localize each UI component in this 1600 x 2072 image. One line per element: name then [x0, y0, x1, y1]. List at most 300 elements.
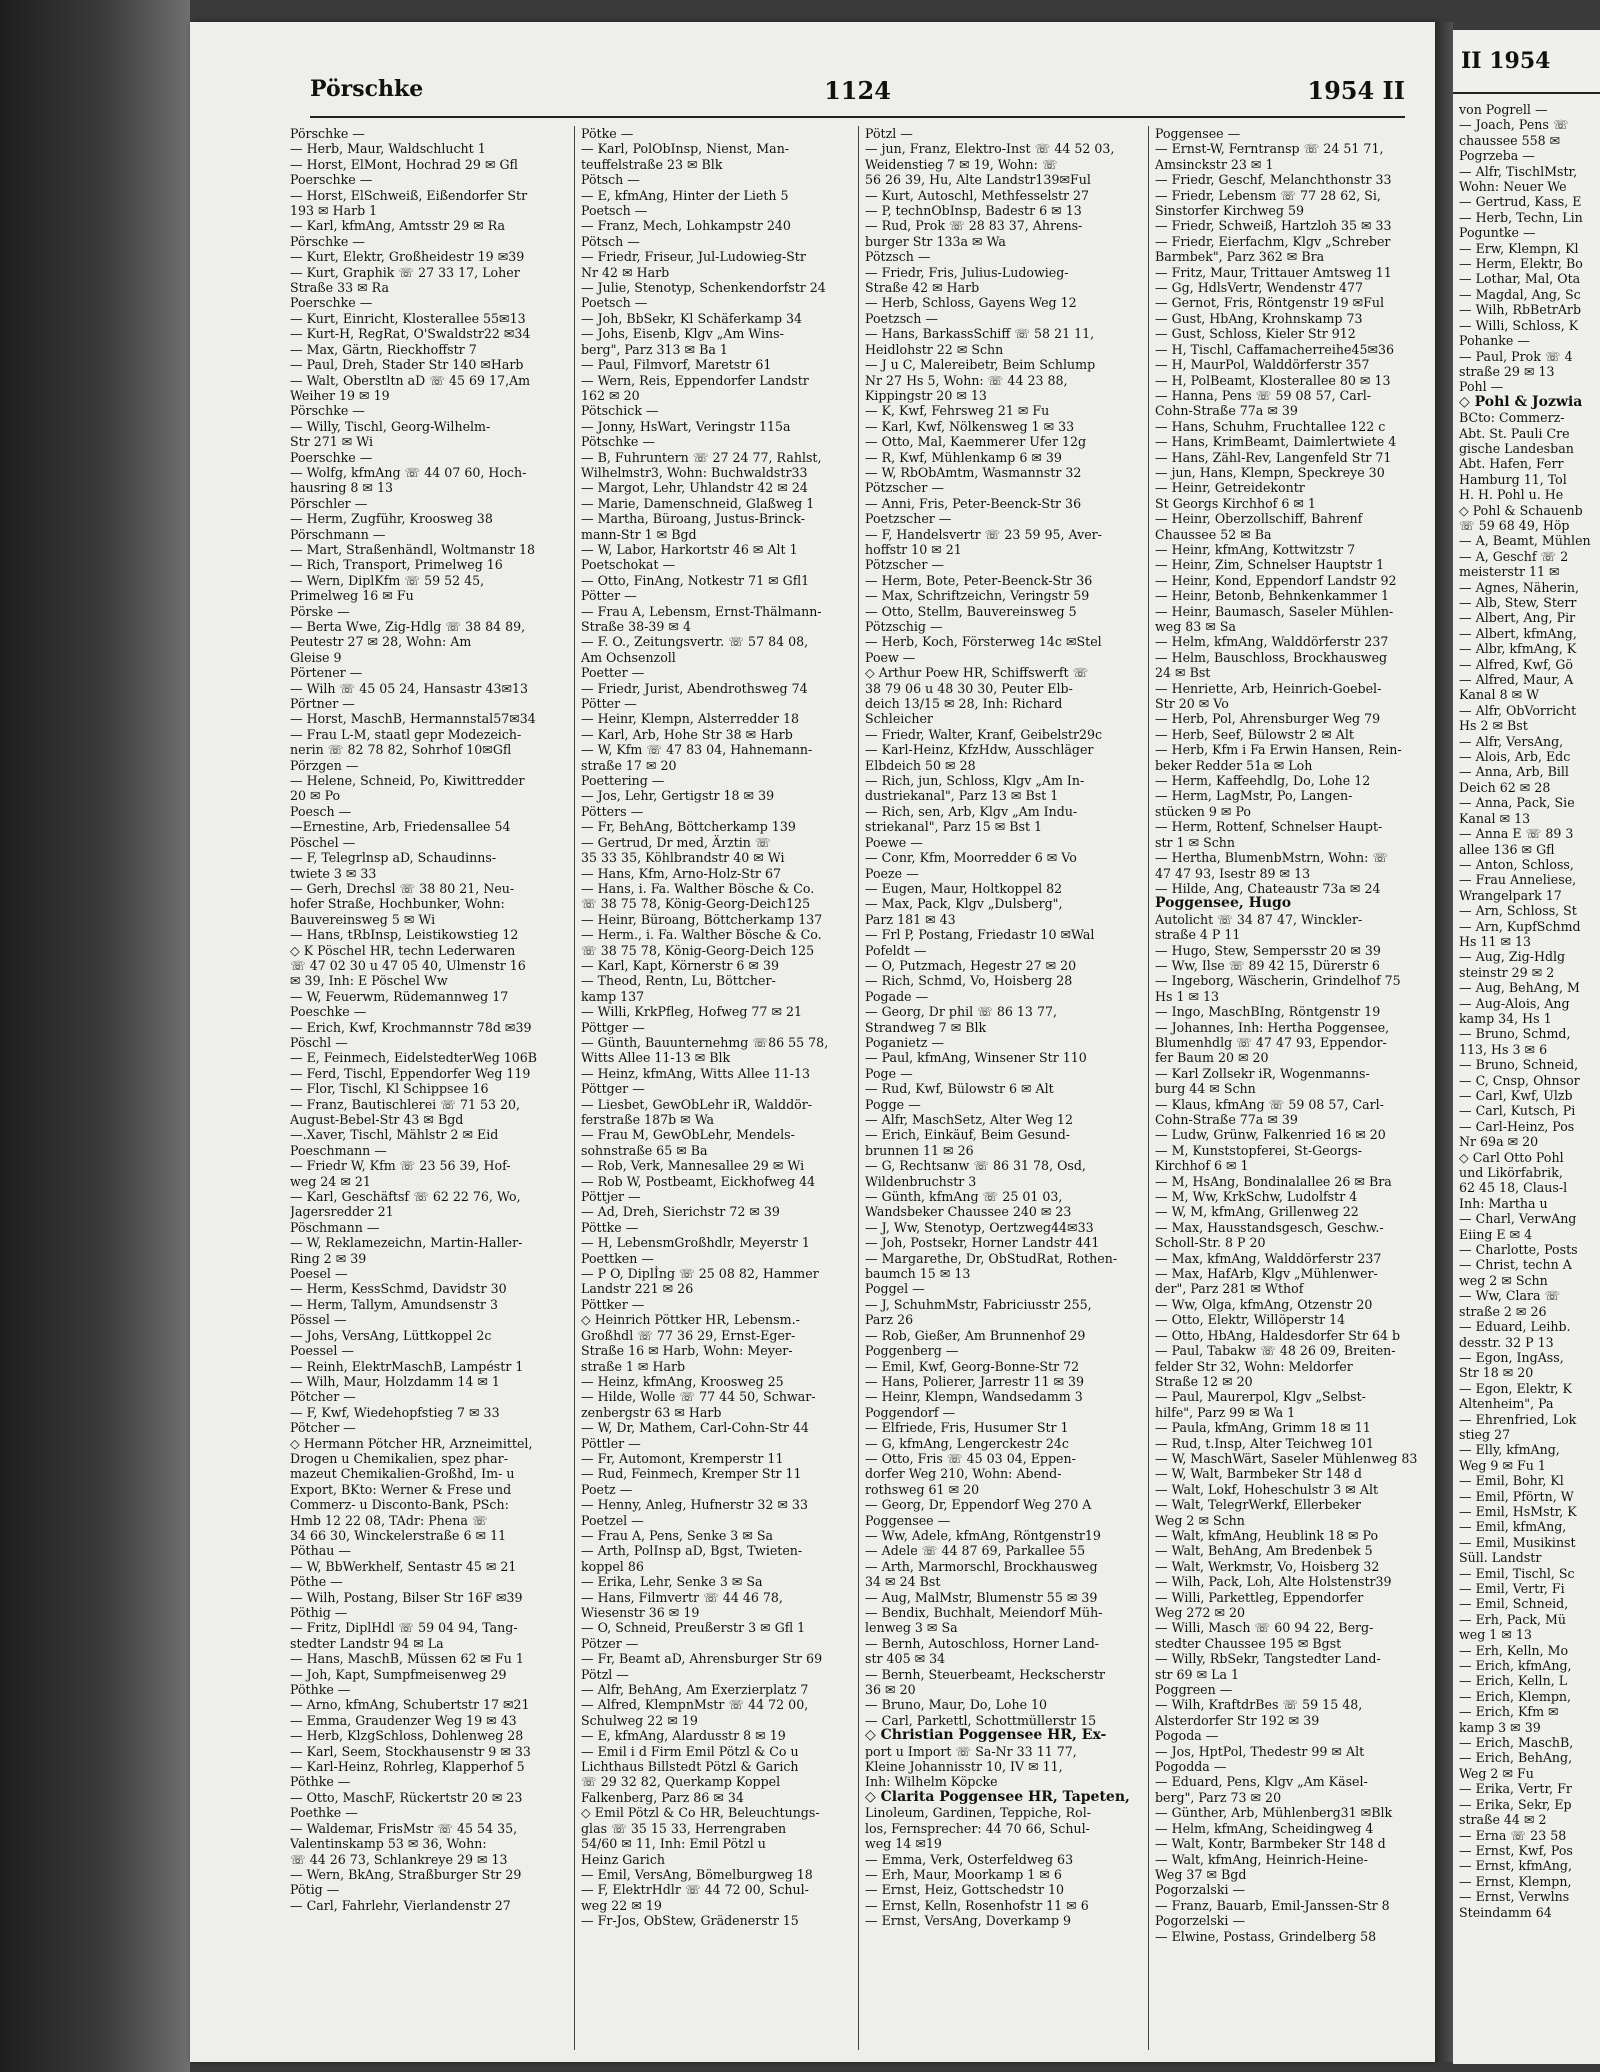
directory-entry-line: — Walt, BehAng, Am Bredenbek 5: [1155, 1543, 1373, 1559]
directory-entry-line: — Gerh, Drechsl ☏ 38 80 21, Neu-: [290, 880, 515, 896]
directory-entry-line: Linoleum, Gardinen, Teppiche, Rol-: [865, 1805, 1091, 1821]
directory-entry-line: — Walt, Oberstltn aD ☏ 45 69 17,Am: [290, 372, 531, 388]
directory-entry-line: Schleicher: [865, 711, 933, 727]
directory-entry-line: — A, Geschf ☏ 2: [1459, 548, 1569, 564]
directory-entry-line: — H, LebensmGroßhdlr, Meyerstr 1: [581, 1235, 810, 1251]
directory-entry-line: — Hans, Zähl-Rev, Langenfeld Str 71: [1155, 449, 1392, 465]
directory-entry-line: Poggensee —: [1155, 126, 1241, 141]
directory-entry-line: — Ingeborg, Wäscherin, Grindelhof 75: [1155, 973, 1401, 989]
directory-entry-line: — Paul, Filmvorf, Maretstr 61: [581, 357, 772, 373]
directory-entry-line: ☏ 29 32 82, Querkamp Koppel: [581, 1774, 781, 1790]
directory-entry-line: Süll. Landstr: [1459, 1550, 1542, 1566]
directory-entry-line: — Alfr, BehAng, Am Exerzierplatz 7: [581, 1682, 809, 1698]
directory-entry-line: striekanal", Parz 15 ✉ Bst 1: [865, 819, 1043, 835]
directory-entry-line: — Joh, Kapt, Sumpfmeisenweg 29: [290, 1666, 507, 1682]
directory-entry-line: — Heinr, Büroang, Böttcherkamp 137: [581, 911, 823, 927]
directory-entry-line: — Herb, KlzgSchloss, Dohlenweg 28: [290, 1728, 524, 1744]
directory-entry-line: — jun, Franz, Elektro-Inst ☏ 44 52 03,: [865, 141, 1115, 157]
directory-entry-line: — Hertha, BlumenbMstrn, Wohn: ☏: [1155, 850, 1389, 866]
directory-entry-line: Pöthke —: [290, 1682, 351, 1698]
directory-entry-line: Pogge —: [865, 1096, 921, 1112]
directory-entry-line: — Wern, Reis, Eppendorfer Landstr: [581, 372, 809, 388]
directory-entry-line: — Eduard, Pens, Klgv „Am Käsel-: [1155, 1774, 1368, 1790]
directory-entry-line: Pöthig —: [290, 1605, 348, 1620]
directory-entry-line: — Aug-Alois, Ang: [1459, 995, 1570, 1011]
directory-entry-line: — Wilh, Postang, Bilser Str 16F ✉39: [290, 1589, 523, 1605]
directory-entry-line: Parz 181 ✉ 43: [865, 911, 956, 927]
directory-entry-line: ✉ 39, Inh: E Pöschel Ww: [290, 973, 448, 989]
directory-entry-line: Hmb 12 22 08, TAdr: Phena ☏: [290, 1512, 488, 1528]
directory-entry-line: ◇ Carl Otto Pohl: [1459, 1149, 1564, 1165]
directory-entry-line: — Ferd, Tischl, Eppendorfer Weg 119: [290, 1065, 531, 1081]
directory-entry-line: — Anna, Pack, Sie: [1459, 795, 1575, 811]
directory-entry-line: — Rud, Prok ☏ 28 83 37, Ahrens-: [865, 218, 1083, 234]
directory-entry-line: Str 271 ✉ Wi: [290, 434, 374, 450]
directory-entry-line: allee 136 ✉ Gfl: [1459, 841, 1555, 857]
directory-entry-line: Abt. St. Pauli Cre: [1459, 425, 1570, 441]
directory-entry-line: — Alfr, VersAng,: [1459, 733, 1564, 749]
directory-entry-line: — Wilh ☏ 45 05 24, Hansastr 43✉13: [290, 680, 529, 696]
directory-entry-line: — Walt, Lokf, Hoheschulstr 3 ✉ Alt: [1155, 1481, 1379, 1497]
directory-entry-line: — Horst, MaschB, Hermannstal57✉34: [290, 711, 536, 727]
directory-entry-line: Pörschke —: [290, 126, 365, 141]
directory-entry-line: — Max, kfmAng, Walddörferstr 237: [1155, 1250, 1382, 1266]
directory-entry-line: — Gust, HbAng, Krohnskamp 73: [1155, 310, 1363, 326]
directory-entry-line: — Erna ☏ 23 58: [1459, 1827, 1567, 1843]
directory-entry-line: Pogade —: [865, 988, 929, 1004]
directory-entry-line: — Martha, Büroang, Justus-Brinck-: [581, 511, 806, 527]
directory-entry-line: baumch 15 ✉ 13: [865, 1266, 971, 1282]
directory-entry-line: — Albert, kfmAng,: [1459, 625, 1577, 641]
directory-entry-line: — Erich, Kfm ✉: [1459, 1704, 1559, 1720]
directory-entry-line: von Pogrell —: [1459, 102, 1548, 117]
directory-entry-line: desstr. 32 P 13: [1459, 1334, 1554, 1350]
directory-entry-line: — Kurt, Einricht, Klosterallee 55✉13: [290, 310, 526, 326]
directory-entry-line: — Paul, Maurerpol, Klgv „Selbst-: [1155, 1389, 1366, 1405]
directory-entry-line: 24 ✉ Bst: [1155, 665, 1211, 681]
directory-entry-line: — Carl, Parkettl, Schottmüllerstr 15: [865, 1712, 1097, 1728]
directory-entry-line: weg 14 ✉19: [865, 1836, 942, 1852]
directory-entry-line: ◇ Pohl & Jozwia: [1459, 394, 1583, 410]
directory-entry-line: — Paul, Tabakw ☏ 48 26 09, Breiten-: [1155, 1343, 1396, 1359]
directory-entry-line: berg", Parz 73 ✉ 20: [1155, 1789, 1282, 1805]
directory-entry-line: Pöttke —: [581, 1219, 639, 1235]
directory-entry-line: burg 44 ✉ Schn: [1155, 1081, 1256, 1097]
directory-entry-line: — Joach, Pens ☏: [1459, 117, 1569, 133]
directory-entry-line: Amsinckstr 23 ✉ 1: [1155, 156, 1274, 172]
directory-entry-line: — Wilh, KraftdrBes ☏ 59 15 48,: [1155, 1697, 1363, 1713]
directory-entry-line: Pötzsch —: [865, 249, 931, 265]
directory-entry-line: — Magdal, Ang, Sc: [1459, 286, 1581, 302]
directory-entry-line: — Herm, Rottenf, Schnelser Haupt-: [1155, 819, 1383, 835]
directory-entry-line: los, Fernsprecher: 44 70 66, Schul-: [865, 1820, 1090, 1836]
directory-entry-line: — Charl, VerwAng: [1459, 1211, 1577, 1227]
directory-entry-line: Hamburg 11, Tol: [1459, 471, 1567, 487]
directory-entry-line: straße 4 P 11: [1155, 927, 1241, 943]
directory-entry-line: — Alfr, MaschSetz, Alter Weg 12: [865, 1112, 1073, 1127]
directory-entry-line: ☏ 38 75 78, König-Georg-Deich 125: [581, 942, 815, 958]
directory-entry-line: Bauvereinsweg 5 ✉ Wi: [290, 911, 436, 927]
directory-entry-line: meisterstr 11 ✉: [1459, 564, 1560, 580]
directory-entry-line: Pörschke —: [290, 403, 365, 419]
directory-entry-line: Lichthaus Billstedt Pötzl & Garich: [581, 1759, 799, 1775]
directory-entry-line: Parz 26: [865, 1312, 914, 1328]
directory-entry-line: — Carl, Fahrlehr, Vierlandenstr 27: [290, 1897, 511, 1913]
directory-entry-line: — Karl, Seem, Stockhausenstr 9 ✉ 33: [290, 1743, 531, 1759]
directory-entry-line: 36 ✉ 20: [865, 1682, 916, 1698]
directory-entry-line: ◇ Emil Pötzl & Co HR, Beleuchtungs-: [581, 1805, 820, 1821]
directory-entry-line: — Friedr, Geschf, Melanchthonstr 33: [1155, 172, 1392, 188]
directory-entry-line: — Walt, TelegrWerkf, Ellerbeker: [1155, 1497, 1362, 1513]
directory-entry-line: Chaussee 52 ✉ Ba: [1155, 526, 1272, 542]
directory-entry-line: — Frau M, GewObLehr, Mendels-: [581, 1127, 795, 1143]
directory-entry-line: — Gertrud, Kass, E: [1459, 194, 1582, 210]
directory-entry-line: — Rich, sen, Arb, Klgv „Am Indu-: [865, 803, 1078, 819]
directory-entry-line: ◇ Heinrich Pöttker HR, Lebensm.-: [581, 1312, 800, 1328]
directory-entry-line: — Jos, HptPol, Thedestr 99 ✉ Alt: [1155, 1743, 1365, 1759]
directory-entry-line: — Herm, Zugführ, Kroosweg 38: [290, 511, 493, 527]
directory-entry-line: — Agnes, Näherin,: [1459, 579, 1580, 595]
directory-entry-line: — Willi, Masch ☏ 60 94 22, Berg-: [1155, 1620, 1374, 1636]
directory-entry-line: Schulweg 22 ✉ 19: [581, 1712, 698, 1728]
directory-entry-line: — Fr, Automont, Kremperstr 11: [581, 1450, 784, 1466]
directory-entry-line: — F. O., Zeitungsvertr. ☏ 57 84 08,: [581, 634, 809, 650]
directory-entry-line: Pöthau —: [290, 1543, 351, 1559]
directory-entry-line: Pötcher —: [290, 1420, 356, 1436]
directory-entry-line: — Ernst-W, Ferntransp ☏ 24 51 71,: [1155, 141, 1384, 157]
directory-entry-line: Poettering —: [581, 773, 665, 789]
directory-entry-line: Wandsbeker Chaussee 240 ✉ 23: [865, 1204, 1072, 1220]
directory-entry-line: — W, BbWerkhelf, Sentastr 45 ✉ 21: [290, 1558, 517, 1574]
directory-entry-line: Poggenberg —: [865, 1343, 959, 1359]
directory-entry-line: Kleine Johannisstr 10, IV ✉ 11,: [865, 1759, 1063, 1775]
directory-entry-line: Landstr 221 ✉ 26: [581, 1281, 694, 1297]
directory-entry-line: Jagersredder 21: [290, 1204, 394, 1220]
directory-entry-line: — Rich, Transport, Primelweg 16: [290, 557, 503, 573]
directory-entry-line: 62 45 18, Claus-l: [1459, 1180, 1568, 1196]
directory-entry-line: Pötsch —: [581, 233, 640, 249]
directory-entry-line: — Friedr W, Kfm ☏ 23 56 39, Hof-: [290, 1158, 511, 1174]
directory-entry-line: — Albr, kfmAng, K: [1459, 641, 1577, 657]
directory-entry-line: — Hans, Kfm, Arno-Holz-Str 67: [581, 865, 781, 881]
directory-entry-line: Poetschokat —: [581, 557, 676, 573]
directory-entry-line: — W, Feuerwm, Rüdemannweg 17: [290, 988, 509, 1004]
directory-entry-line: straße 29 ✉ 13: [1459, 363, 1555, 379]
directory-entry-line: — Kurt, Elektr, Großheidestr 19 ✉39: [290, 249, 525, 265]
directory-entry-line: — Karl Zollsekr iR, Wogenmanns-: [1155, 1065, 1370, 1081]
directory-entry-line: — W, Labor, Harkortstr 46 ✉ Alt 1: [581, 541, 798, 557]
directory-entry-line: — Theod, Rentn, Lu, Böttcher-: [581, 973, 776, 989]
directory-entry-line: Scholl-Str. 8 P 20: [1155, 1235, 1266, 1251]
directory-entry-line: Poerschke —: [290, 295, 373, 311]
directory-entry-line: — Anna E ☏ 89 3: [1459, 826, 1574, 842]
directory-entry-line: chaussee 558 ✉: [1459, 132, 1561, 148]
directory-entry-line: — Karl, Kapt, Körnerstr 6 ✉ 39: [581, 957, 780, 973]
directory-entry-line: stücken 9 ✉ Po: [1155, 803, 1252, 819]
directory-entry-line: 193 ✉ Harb 1: [290, 203, 378, 219]
directory-entry-line: Ring 2 ✉ 39: [290, 1250, 367, 1266]
directory-entry-line: — Herm, LagMstr, Po, Langen-: [1155, 788, 1353, 804]
directory-entry-line: weg 1 ✉ 13: [1459, 1627, 1532, 1643]
directory-entry-line: Deich 62 ✉ 28: [1459, 779, 1551, 795]
directory-entry-line: — Herb, Koch, Försterweg 14c ✉Stel: [865, 634, 1102, 650]
directory-entry-line: — Max, Pack, Klgv „Dulsberg",: [865, 896, 1063, 912]
directory-entry-line: H. H. Pohl u. He: [1459, 487, 1564, 503]
directory-entry-line: 56 26 39, Hu, Alte Landstr139✉Ful: [865, 172, 1091, 188]
directory-entry-line: — Erw, Klempn, Kl: [1459, 240, 1579, 256]
directory-entry-line: Kippingstr 20 ✉ 13: [865, 387, 987, 403]
directory-entry-line: Falkenberg, Parz 86 ✉ 34: [581, 1789, 744, 1805]
directory-entry-line: Altenheim", Pa: [1459, 1396, 1554, 1412]
directory-entry-line: — Ernst, Kwf, Pos: [1459, 1842, 1573, 1858]
directory-entry-line: Kanal ✉ 13: [1459, 810, 1531, 826]
directory-entry-line: — Arth, Marmorschl, Brockhausweg: [865, 1558, 1098, 1574]
directory-entry-line: ☏ 38 75 78, König-Georg-Deich125: [581, 896, 811, 912]
directory-entry-line: Weg 2 ✉ Fu: [1459, 1765, 1534, 1781]
directory-entry-line: — Kurt-H, RegRat, O'Swaldstr22 ✉34: [290, 326, 531, 342]
directory-entry-line: — Frau L-M, staatl gepr Modezeich-: [290, 726, 522, 742]
directory-entry-line: — Erh, Maur, Moorkamp 1 ✉ 6: [865, 1866, 1062, 1882]
directory-entry-line: — Margot, Lehr, Uhlandstr 42 ✉ 24: [581, 480, 808, 496]
directory-entry-line: Poessel —: [290, 1343, 355, 1359]
directory-entry-line: Poggensee —: [865, 1512, 951, 1528]
directory-entry-line: — H, MaurPol, Walddörferstr 357: [1155, 357, 1370, 373]
directory-entry-line: Weg 272 ✉ 20: [1155, 1605, 1246, 1620]
directory-entry-line: Wildenbruchstr 3: [865, 1173, 977, 1189]
directory-entry-line: — Herb, Kfm i Fa Erwin Hansen, Rein-: [1155, 742, 1402, 758]
directory-entry-line: — Eugen, Maur, Holtkoppel 82: [865, 880, 1063, 896]
directory-entry-line: — Paul, Dreh, Stader Str 140 ✉Harb: [290, 357, 524, 373]
directory-entry-line: — Ehrenfried, Lok: [1459, 1411, 1577, 1427]
directory-entry-line: — R, Kwf, Mühlenkamp 6 ✉ 39: [865, 449, 1062, 465]
directory-entry-line: — Herm, Elektr, Bo: [1459, 256, 1583, 272]
directory-entry-line: — Bruno, Schneid,: [1459, 1057, 1579, 1073]
directory-entry-line: — Otto, Stellm, Bauvereinsweg 5: [865, 603, 1077, 619]
directory-entry-line: Nr 27 Hs 5, Wohn: ☏ 44 23 88,: [865, 372, 1068, 388]
directory-entry-line: — Hans, Schuhm, Fruchtallee 122 c: [1155, 418, 1386, 434]
directory-entry-line: — Willy, Tischl, Georg-Wilhelm-: [290, 418, 491, 434]
directory-entry-line: Straße 42 ✉ Harb: [865, 280, 980, 296]
directory-entry-line: Witts Allee 11-13 ✉ Blk: [581, 1050, 731, 1066]
directory-entry-line: koppel 86: [581, 1558, 644, 1574]
directory-entry-line: Wiesenstr 36 ✉ 19: [581, 1605, 700, 1620]
directory-entry-line: — Heinr, Baumasch, Saseler Mühlen-: [1155, 603, 1394, 619]
directory-entry-line: 34 66 30, Winckelerstraße 6 ✉ 11: [290, 1527, 507, 1543]
directory-entry-line: — Karl, kfmAng, Amtsstr 29 ✉ Ra: [290, 218, 506, 234]
page-header: [310, 70, 1405, 118]
directory-entry-line: — Erich, Kwf, Krochmannstr 78d ✉39: [290, 1019, 532, 1035]
directory-entry-line: — Hans, Polierer, Jarrestr 11 ✉ 39: [865, 1373, 1085, 1389]
directory-entry-line: teuffelstraße 23 ✉ Blk: [581, 156, 723, 172]
directory-entry-line: Kanal 8 ✉ W: [1459, 687, 1540, 703]
directory-entry-line: Am Ochsenzoll: [581, 649, 676, 665]
directory-entry-line: kamp 3 ✉ 39: [1459, 1719, 1541, 1735]
directory-entry-line: — Herm, Bote, Peter-Beenck-Str 36: [865, 572, 1093, 588]
page-year: 1954 II: [1307, 76, 1405, 105]
directory-entry-line: — Gernot, Fris, Röntgenstr 19 ✉Ful: [1155, 295, 1385, 311]
directory-entry-line: — Willi, KrkPfleg, Hofweg 77 ✉ 21: [581, 1004, 803, 1020]
directory-entry-line: — Wern, DiplKfm ☏ 59 52 45,: [290, 572, 485, 588]
directory-entry-line: — Arth, PolInsp aD, Bgst, Twieten-: [581, 1543, 803, 1559]
directory-entry-line: Pörschler —: [290, 495, 368, 511]
directory-entry-line: Poeze —: [865, 865, 919, 881]
directory-entry-line: August-Bebel-Str 43 ✉ Bgd: [290, 1112, 464, 1127]
directory-entry-line: — Walt, kfmAng, Heinrich-Heine-: [1155, 1851, 1368, 1867]
directory-entry-line: — Heinr, kfmAng, Kottwitzstr 7: [1155, 541, 1356, 557]
directory-entry-line: der", Parz 281 ✉ Wthof: [1155, 1281, 1304, 1297]
directory-entry-line: Blumenhdlg ☏ 47 47 93, Eppendor-: [1155, 1034, 1387, 1050]
directory-entry-line: — Erich, Einkäuf, Beim Gesund-: [865, 1127, 1071, 1143]
directory-entry-line: — Günth, kfmAng ☏ 25 01 03,: [865, 1189, 1063, 1205]
directory-entry-line: Pötig —: [290, 1882, 340, 1898]
directory-entry-line: Pörschke —: [290, 233, 365, 249]
directory-entry-line: Pogorzalski —: [1155, 1882, 1246, 1898]
directory-entry-line: Poewe —: [865, 834, 923, 850]
directory-entry-line: mann-Str 1 ✉ Bgd: [581, 526, 697, 542]
directory-entry-line: — Egon, IngAss,: [1459, 1349, 1564, 1365]
directory-entry-line: 35 33 35, Köhlbrandstr 40 ✉ Wi: [581, 850, 785, 866]
directory-entry-line: — F, Kwf, Wiedehopfstieg 7 ✉ 33: [290, 1404, 500, 1420]
column-3: [858, 126, 1149, 2050]
directory-entry-line: — Rob, Gießer, Am Brunnenhof 29: [865, 1327, 1086, 1343]
directory-entry-line: Pogorzelski —: [1155, 1913, 1246, 1929]
directory-entry-line: — Willy, RbSekr, Tangstedter Land-: [1155, 1651, 1381, 1667]
directory-entry-line: — Erika, Vertr, Fr: [1459, 1781, 1572, 1797]
entry-columns: [290, 126, 1420, 2050]
directory-entry-line: — Mart, Straßenhändl, Woltmanstr 18: [290, 541, 535, 557]
directory-entry-line: — Ww, Adele, kfmAng, Röntgenstr19: [865, 1527, 1101, 1543]
directory-entry-line: — Ernst, Klempn,: [1459, 1873, 1572, 1889]
directory-entry-line: — B, Fuhruntern ☏ 27 24 77, Rahlst,: [581, 449, 822, 465]
directory-entry-line: ☏ 59 68 49, Höp: [1459, 517, 1570, 533]
facing-page-rule: [1453, 92, 1600, 94]
directory-entry-line: Wrangelpark 17: [1459, 887, 1562, 903]
directory-entry-line: Poeschmann —: [290, 1142, 387, 1158]
directory-entry-line: — Heinr, Oberzollschiff, Bahrenf: [1155, 511, 1363, 527]
directory-entry-line: BCto: Commerz-: [1459, 410, 1565, 426]
directory-entry-line: — Erich, Kelln, L: [1459, 1673, 1568, 1689]
directory-entry-line: — Ernst, Kelln, Rosenhofstr 11 ✉ 6: [865, 1897, 1089, 1913]
directory-entry-line: Poettken —: [581, 1250, 654, 1266]
directory-entry-line: — Max, Gärtn, Rieckhoffstr 7: [290, 341, 477, 357]
directory-entry-line: — Ingo, MaschBIng, Röntgenstr 19: [1155, 1004, 1381, 1020]
directory-entry-line: — Friedr, Jurist, Abendrothsweg 74: [581, 680, 808, 696]
directory-entry-line: — C, Cnsp, Ohnsor: [1459, 1072, 1580, 1088]
directory-entry-line: ◇ Pohl & Schauenb: [1459, 502, 1583, 518]
directory-entry-line: Pogoda —: [1155, 1728, 1219, 1744]
directory-entry-line: fer Baum 20 ✉ 20: [1155, 1050, 1269, 1066]
directory-entry-line: — Otto, HbAng, Haldesdorfer Str 64 b: [1155, 1327, 1401, 1343]
directory-entry-line: — Karl, PolObInsp, Nienst, Man-: [581, 141, 790, 157]
directory-entry-line: — Emma, Graudenzer Weg 19 ✉ 43: [290, 1712, 517, 1728]
directory-entry-line: Pötter —: [581, 588, 637, 604]
directory-entry-line: — Ernst, Verwlns: [1459, 1889, 1570, 1905]
directory-entry-line: — Hans, tRbInsp, Leistikowstieg 12: [290, 927, 519, 943]
directory-entry-line: — M, Kunststopferei, St-Georgs-: [1155, 1142, 1363, 1158]
directory-entry-line: dorfer Weg 210, Wohn: Abend-: [865, 1466, 1062, 1482]
directory-entry-line: — Hans, KrimBeamt, Daimlertwiete 4: [1155, 434, 1397, 450]
directory-entry-line: — Kurt, Autoschl, Methfesselstr 27: [865, 187, 1090, 203]
directory-entry-line: — Elly, kfmAng,: [1459, 1442, 1560, 1458]
directory-entry-line: — Heinr, Getreidekontr: [1155, 480, 1305, 496]
directory-entry-line: — H, PolBeamt, Klosterallee 80 ✉ 13: [1155, 372, 1391, 388]
directory-entry-line: — Friedr, Fris, Julius-Ludowieg-: [865, 264, 1069, 280]
directory-entry-line: Pötcher —: [290, 1389, 356, 1405]
directory-entry-line: Weg 9 ✉ Fu 1: [1459, 1457, 1546, 1473]
directory-entry-line: — M, HsAng, Bondinalallee 26 ✉ Bra: [1155, 1173, 1392, 1189]
directory-entry-line: — Alb, Stew, Sterr: [1459, 595, 1577, 610]
directory-entry-line: — Karl-Heinz, Rohrleg, Klapperhof 5: [290, 1759, 525, 1775]
column-1: [290, 126, 568, 2050]
directory-entry-line: — O, Schneid, Preußerstr 3 ✉ Gfl 1: [581, 1620, 806, 1636]
directory-entry-line: Gleise 9: [290, 649, 342, 665]
directory-entry-line: Poetzsch —: [865, 310, 938, 326]
directory-entry-line: — Erich, Klempn,: [1459, 1688, 1572, 1704]
directory-entry-line: — Erich, MaschB,: [1459, 1735, 1574, 1751]
directory-entry-line: Pofeldt —: [865, 942, 927, 958]
directory-entry-line: Peutestr 27 ✉ 28, Wohn: Am: [290, 634, 472, 650]
directory-entry-line: Poganietz —: [865, 1034, 944, 1050]
directory-entry-line: — Emil, kfmAng,: [1459, 1519, 1567, 1535]
directory-entry-line: Poguntke —: [1459, 225, 1536, 241]
directory-entry-line: 54/60 ✉ 11, Inh: Emil Pötzl u: [581, 1836, 766, 1852]
directory-entry-line: Großhdl ☏ 77 36 29, Ernst-Eger-: [581, 1327, 796, 1343]
directory-entry-line: — Otto, Mal, Kaemmerer Ufer 12g: [865, 434, 1087, 450]
directory-entry-line: — Horst, ElMont, Hochrad 29 ✉ Gfl: [290, 156, 518, 172]
directory-entry-line: Pöschel —: [290, 834, 356, 850]
directory-entry-line: Poge —: [865, 1065, 913, 1081]
directory-entry-line: Hs 1 ✉ 13: [1155, 988, 1220, 1004]
directory-entry-line: — Johs, VersAng, Lüttkoppel 2c: [290, 1327, 492, 1343]
directory-entry-line: Poggensee, Hugo: [1155, 896, 1292, 912]
directory-entry-line: — Helm, kfmAng, Walddörferstr 237: [1155, 634, 1389, 650]
directory-entry-line: — Emil, Bohr, Kl: [1459, 1473, 1564, 1489]
directory-entry-line: — Jonny, HsWart, Veringstr 115a: [581, 418, 791, 434]
directory-entry-line: Pörtener —: [290, 665, 363, 681]
directory-page: [190, 22, 1435, 2062]
directory-entry-line: Drogen u Chemikalien, spez phar-: [290, 1450, 508, 1466]
directory-entry-line: — Berta Wwe, Zig-Hdlg ☏ 38 84 89,: [290, 619, 526, 634]
directory-entry-line: Pöttger —: [581, 1081, 645, 1097]
directory-entry-line: Pörske —: [290, 603, 350, 619]
directory-entry-line: — Ernst, VersAng, Doverkamp 9: [865, 1913, 1072, 1929]
directory-entry-line: steinstr 29 ✉ 2: [1459, 964, 1555, 980]
directory-entry-line: — Kurt, Graphik ☏ 27 33 17, Loher: [290, 264, 520, 280]
directory-entry-line: — Egon, Elektr, K: [1459, 1380, 1572, 1396]
directory-entry-line: — Emil, Schneid,: [1459, 1596, 1569, 1612]
directory-entry-line: str 1 ✉ Schn: [1155, 834, 1236, 850]
directory-entry-line: — Elwine, Postass, Grindelberg 58: [1155, 1928, 1377, 1944]
directory-entry-line: Primelweg 16 ✉ Fu: [290, 588, 414, 604]
directory-entry-line: Inh: Martha u: [1459, 1195, 1548, 1211]
scan-background: [0, 0, 190, 2072]
directory-entry-line: Pötzl —: [581, 1666, 629, 1682]
directory-entry-line: — Emma, Verk, Osterfeldweg 63: [865, 1851, 1074, 1867]
directory-entry-line: — Ww, Olga, kfmAng, Otzenstr 20: [1155, 1296, 1373, 1312]
directory-entry-line: Pötschick —: [581, 403, 659, 419]
directory-entry-line: berg", Parz 313 ✉ Ba 1: [581, 341, 728, 357]
directory-entry-line: weg 83 ✉ Sa: [1155, 619, 1237, 634]
directory-entry-line: — Emil, Musikinst: [1459, 1534, 1576, 1550]
directory-entry-line: deich 13/15 ✉ 28, Inh: Richard: [865, 696, 1063, 712]
directory-entry-line: — Hanna, Pens ☏ 59 08 57, Carl-: [1155, 387, 1372, 403]
directory-entry-line: St Georgs Kirchhof 6 ✉ 1: [1155, 495, 1316, 511]
directory-entry-line: Elbdeich 50 ✉ 28: [865, 757, 976, 773]
directory-entry-line: 34 ✉ 24 Bst: [865, 1574, 941, 1590]
directory-entry-line: — Fr, BehAng, Böttcherkamp 139: [581, 819, 796, 835]
directory-entry-line: — Hilde, Ang, Chateaustr 73a ✉ 24: [1155, 880, 1381, 896]
directory-entry-line: Cohn-Straße 77a ✉ 39: [1155, 403, 1298, 419]
